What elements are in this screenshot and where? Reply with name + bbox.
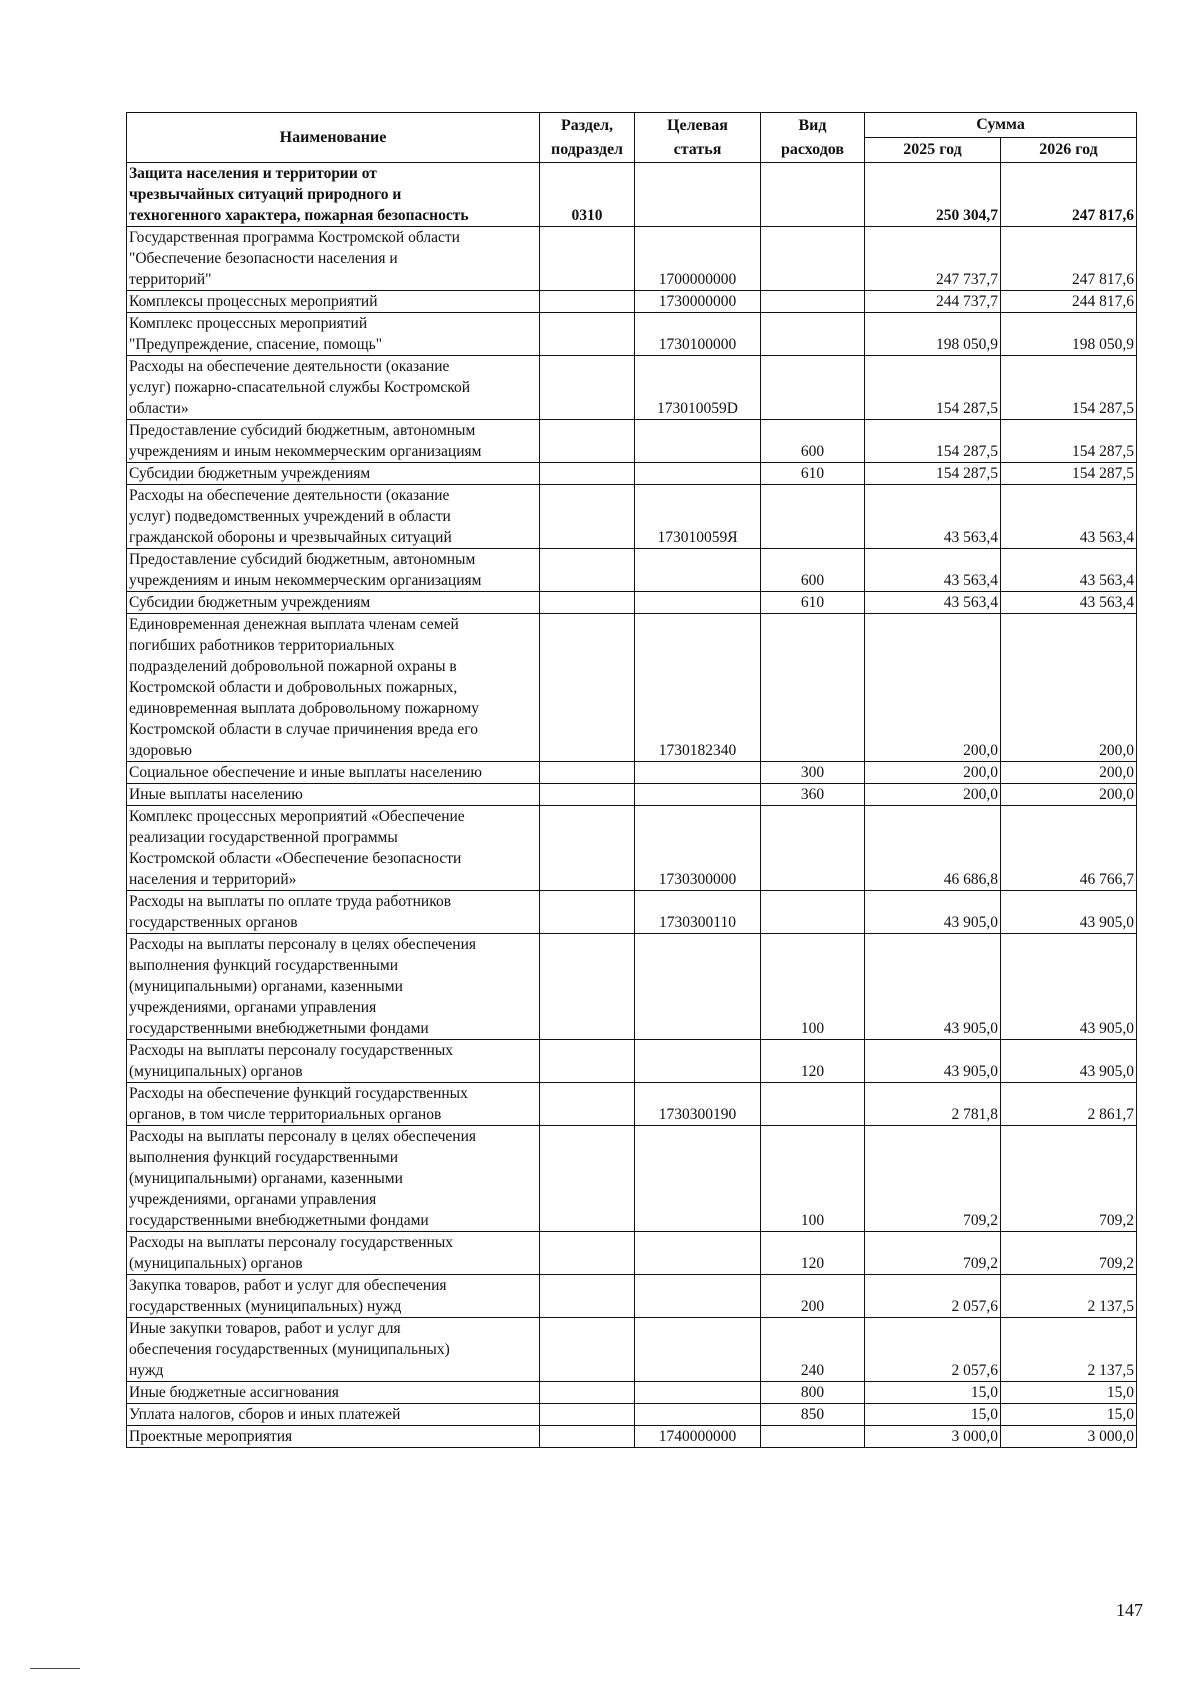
table-row: [127, 1275, 1137, 1318]
cell-sum-2025: 709,2: [865, 1126, 1001, 1232]
cell-name-line: Костромской области «Обеспечение безопасности: [129, 850, 462, 867]
cell-sum-2025: 43 563,4: [865, 592, 1001, 614]
cell-name-line: Расходы на выплаты персоналу в целях обеспечения: [129, 936, 477, 953]
cell-sum-2025: 43 905,0: [865, 891, 1001, 934]
cell-target: [635, 1404, 761, 1426]
cell-name-line: единовременная выплата добровольному пожарному: [129, 700, 480, 717]
header-sum: Сумма: [865, 113, 1137, 138]
cell-name-line: реализации государственной программы: [129, 829, 398, 846]
cell-sum-2026: 709,2: [1001, 1126, 1137, 1232]
cell-sum-2026: 200,0: [1001, 614, 1137, 762]
cell-sum-2026: 2 137,5: [1001, 1275, 1137, 1318]
cell-name-line: Субсидии бюджетным учреждениям: [129, 465, 371, 482]
cell-sum-2026: 154 287,5: [1001, 420, 1137, 463]
table-row: [127, 1318, 1137, 1382]
cell-sum-2026: 15,0: [1001, 1382, 1137, 1404]
cell-target: [635, 1382, 761, 1404]
cell-sum-2026: 3 000,0: [1001, 1426, 1137, 1448]
cell-sum-2026: 15,0: [1001, 1404, 1137, 1426]
cell-name-line: (муниципальных) органов: [129, 1063, 303, 1080]
cell-razdel: [540, 891, 635, 934]
cell-name-line: Комплекс процессных мероприятий: [129, 315, 368, 332]
cell-name-line: учреждениям и иным некоммерческим организациям: [129, 572, 482, 589]
cell-name-line: погибших работников территориальных: [129, 637, 395, 654]
cell-vid: [761, 313, 865, 356]
cell-name-line: Закупка товаров, работ и услуг для обеспечения: [129, 1277, 447, 1294]
cell-razdel: [540, 485, 635, 549]
cell-name: [127, 1404, 540, 1426]
cell-name-line: государственных органов: [129, 914, 298, 931]
cell-name: [127, 356, 540, 420]
cell-razdel: [540, 1083, 635, 1126]
cell-sum-2026: 247 817,6: [1001, 163, 1137, 227]
cell-name-line: Иные выплаты населению: [129, 786, 303, 803]
cell-target: [635, 592, 761, 614]
table-row: [127, 1382, 1137, 1404]
cell-name-line: государственными внебюджетными фондами: [129, 1020, 429, 1037]
cell-sum-2025: 250 304,7: [865, 163, 1001, 227]
cell-sum-2026: 709,2: [1001, 1232, 1137, 1275]
cell-target: 1730182340: [635, 614, 761, 762]
cell-name-line: Расходы на выплаты персоналу государственных: [129, 1042, 453, 1059]
cell-razdel: [540, 1275, 635, 1318]
cell-vid: 100: [761, 934, 865, 1040]
cell-target: [635, 934, 761, 1040]
cell-name-line: обеспечения государственных (муниципальных): [129, 1341, 450, 1358]
cell-target: 1730300000: [635, 806, 761, 891]
cell-name-line: Социальное обеспечение и иные выплаты населению: [129, 764, 483, 781]
cell-target: 173010059Я: [635, 485, 761, 549]
cell-sum-2026: 43 905,0: [1001, 891, 1137, 934]
cell-razdel: [540, 291, 635, 313]
cell-name-line: Иные закупки товаров, работ и услуг для: [129, 1320, 401, 1337]
cell-name: [127, 592, 540, 614]
header-year-2025: 2025 год: [865, 138, 1001, 163]
cell-vid: [761, 356, 865, 420]
cell-name-line: (муниципальными) органами, казенными: [129, 978, 403, 995]
cell-name-line: Расходы на выплаты по оплате труда работников: [129, 893, 452, 910]
cell-name: [127, 163, 540, 227]
table-row: [127, 891, 1137, 934]
cell-name-line: учреждениями, органами управления: [129, 999, 377, 1016]
cell-razdel: [540, 592, 635, 614]
table-row: [127, 1126, 1137, 1232]
table-row: [127, 485, 1137, 549]
cell-name: [127, 784, 540, 806]
header-vid: Вид расходов: [761, 113, 865, 163]
cell-target: [635, 1318, 761, 1382]
cell-razdel: [540, 1040, 635, 1083]
cell-name: [127, 806, 540, 891]
cell-vid: 200: [761, 1275, 865, 1318]
cell-name: [127, 1083, 540, 1126]
cell-razdel: 0310: [540, 163, 635, 227]
cell-razdel: [540, 356, 635, 420]
cell-vid: [761, 163, 865, 227]
cell-sum-2026: 154 287,5: [1001, 463, 1137, 485]
cell-name: [127, 614, 540, 762]
cell-name-line: учреждениям и иным некоммерческим организациям: [129, 443, 482, 460]
table-row: [127, 463, 1137, 485]
cell-vid: 610: [761, 463, 865, 485]
cell-name-line: Расходы на обеспечение деятельности (оказание: [129, 487, 450, 504]
table-row: [127, 356, 1137, 420]
cell-vid: [761, 806, 865, 891]
cell-sum-2025: 154 287,5: [865, 463, 1001, 485]
cell-name: [127, 227, 540, 291]
cell-razdel: [540, 463, 635, 485]
cell-name-line: органов, в том числе территориальных органов: [129, 1106, 442, 1123]
cell-name-line: "Предупреждение, спасение, помощь": [129, 336, 383, 353]
cell-target: [635, 420, 761, 463]
cell-razdel: [540, 934, 635, 1040]
header-year-2026: 2026 год: [1001, 138, 1137, 163]
cell-razdel: [540, 1126, 635, 1232]
cell-target: 1700000000: [635, 227, 761, 291]
cell-target: 1730300110: [635, 891, 761, 934]
cell-vid: [761, 614, 865, 762]
cell-sum-2025: 46 686,8: [865, 806, 1001, 891]
cell-name: [127, 420, 540, 463]
cell-sum-2026: 2 861,7: [1001, 1083, 1137, 1126]
cell-name-line: населения и территорий»: [129, 871, 297, 888]
cell-name: [127, 485, 540, 549]
cell-vid: 600: [761, 420, 865, 463]
cell-razdel: [540, 806, 635, 891]
cell-name-line: подразделений добровольной пожарной охраны в: [129, 658, 457, 675]
cell-sum-2025: 43 563,4: [865, 485, 1001, 549]
cell-name: [127, 1232, 540, 1275]
table-row: [127, 549, 1137, 592]
cell-name-line: здоровью: [129, 742, 192, 759]
cell-razdel: [540, 1426, 635, 1448]
table-header: [127, 113, 1137, 163]
cell-name-line: Государственная программа Костромской области: [129, 229, 460, 246]
cell-razdel: [540, 1382, 635, 1404]
cell-sum-2026: 244 817,6: [1001, 291, 1137, 313]
cell-razdel: [540, 784, 635, 806]
cell-razdel: [540, 1404, 635, 1426]
cell-name-line: выполнения функций государственными: [129, 1149, 399, 1166]
cell-name-line: (муниципальными) органами, казенными: [129, 1170, 403, 1187]
cell-name: [127, 1426, 540, 1448]
cell-sum-2025: 2 781,8: [865, 1083, 1001, 1126]
cell-vid: 100: [761, 1126, 865, 1232]
cell-sum-2025: 15,0: [865, 1404, 1001, 1426]
cell-sum-2026: 43 563,4: [1001, 592, 1137, 614]
cell-razdel: [540, 614, 635, 762]
cell-sum-2026: 2 137,5: [1001, 1318, 1137, 1382]
cell-sum-2026: 200,0: [1001, 784, 1137, 806]
cell-sum-2026: 43 905,0: [1001, 934, 1137, 1040]
header-name: Наименование: [127, 113, 540, 163]
cell-sum-2025: 198 050,9: [865, 313, 1001, 356]
cell-name-line: государственных (муниципальных) нужд: [129, 1298, 402, 1315]
cell-sum-2026: 46 766,7: [1001, 806, 1137, 891]
header-target: Целевая статья: [635, 113, 761, 163]
header-razdel: Раздел, подраздел: [540, 113, 635, 163]
cell-target: 1730300190: [635, 1083, 761, 1126]
cell-vid: [761, 1083, 865, 1126]
cell-sum-2026: 247 817,6: [1001, 227, 1137, 291]
cell-vid: [761, 485, 865, 549]
page-number: 147: [1116, 1600, 1143, 1620]
cell-name-line: нужд: [129, 1362, 164, 1379]
cell-name: [127, 1040, 540, 1083]
cell-sum-2025: 154 287,5: [865, 420, 1001, 463]
cell-name-line: Расходы на выплаты персоналу в целях обеспечения: [129, 1128, 477, 1145]
table-row: [127, 291, 1137, 313]
cell-sum-2026: 154 287,5: [1001, 356, 1137, 420]
cell-name-line: (муниципальных) органов: [129, 1255, 303, 1272]
cell-sum-2026: 198 050,9: [1001, 313, 1137, 356]
cell-vid: 800: [761, 1382, 865, 1404]
cell-name-line: техногенного характера, пожарная безопасность: [129, 207, 469, 224]
cell-target: [635, 163, 761, 227]
cell-vid: 300: [761, 762, 865, 784]
table-row: [127, 592, 1137, 614]
cell-sum-2025: 154 287,5: [865, 356, 1001, 420]
cell-sum-2025: 2 057,6: [865, 1318, 1001, 1382]
cell-target: [635, 1275, 761, 1318]
cell-target: [635, 784, 761, 806]
cell-name-line: чрезвычайных ситуаций природного и: [129, 186, 402, 203]
cell-name: [127, 1275, 540, 1318]
cell-name-line: услуг) подведомственных учреждений в области: [129, 508, 451, 525]
cell-name-line: Субсидии бюджетным учреждениям: [129, 594, 371, 611]
cell-sum-2025: 200,0: [865, 762, 1001, 784]
cell-name: [127, 1318, 540, 1382]
cell-name-line: Защита населения и территории от: [129, 165, 377, 182]
cell-name-line: Костромской области в случае причинения вреда его: [129, 721, 478, 738]
cell-target: [635, 1126, 761, 1232]
cell-target: 1740000000: [635, 1426, 761, 1448]
cell-name-line: учреждениями, органами управления: [129, 1191, 377, 1208]
cell-vid: 850: [761, 1404, 865, 1426]
cell-vid: 610: [761, 592, 865, 614]
cell-name-line: государственными внебюджетными фондами: [129, 1212, 429, 1229]
cell-sum-2025: 709,2: [865, 1232, 1001, 1275]
cell-name-line: Иные бюджетные ассигнования: [129, 1384, 339, 1401]
cell-sum-2026: 43 563,4: [1001, 485, 1137, 549]
cell-name: [127, 1126, 540, 1232]
cell-name: [127, 313, 540, 356]
cell-name-line: Расходы на обеспечение деятельности (оказание: [129, 358, 450, 375]
cell-name: [127, 549, 540, 592]
cell-name-line: Уплата налогов, сборов и иных платежей: [129, 1406, 401, 1423]
cell-name-line: выполнения функций государственными: [129, 957, 399, 974]
cell-vid: 120: [761, 1232, 865, 1275]
cell-sum-2026: 200,0: [1001, 762, 1137, 784]
cell-vid: [761, 891, 865, 934]
table-row: [127, 420, 1137, 463]
cell-vid: [761, 1426, 865, 1448]
cell-target: 1730000000: [635, 291, 761, 313]
table-row: [127, 806, 1137, 891]
cell-name-line: области»: [129, 400, 189, 417]
table-row: [127, 313, 1137, 356]
cell-target: [635, 463, 761, 485]
cell-sum-2025: 15,0: [865, 1382, 1001, 1404]
cell-razdel: [540, 1232, 635, 1275]
cell-name-line: гражданской обороны и чрезвычайных ситуаций: [129, 529, 452, 546]
cell-vid: [761, 291, 865, 313]
cell-razdel: [540, 762, 635, 784]
cell-target: 173010059D: [635, 356, 761, 420]
cell-name-line: Комплекс процессных мероприятий «Обеспечение: [129, 808, 465, 825]
cell-name-line: Расходы на обеспечение функций государственных: [129, 1085, 468, 1102]
table-row: [127, 1083, 1137, 1126]
table-row: [127, 1040, 1137, 1083]
cell-sum-2025: 200,0: [865, 614, 1001, 762]
cell-vid: [761, 227, 865, 291]
cell-name: [127, 463, 540, 485]
table-row: [127, 163, 1137, 227]
cell-name: [127, 1382, 540, 1404]
cell-name-line: Единовременная денежная выплата членам семей: [129, 616, 459, 633]
table-row: [127, 784, 1137, 806]
cell-name-line: услуг) пожарно-спасательной службы Костромской: [129, 379, 471, 396]
cell-sum-2025: 43 905,0: [865, 934, 1001, 1040]
cell-name-line: "Обеспечение безопасности населения и: [129, 250, 398, 267]
table-row: [127, 1426, 1137, 1448]
cell-sum-2025: 43 563,4: [865, 549, 1001, 592]
cell-name-line: Проектные мероприятия: [129, 1428, 293, 1445]
cell-name-line: Комплексы процессных мероприятий: [129, 293, 378, 310]
cell-razdel: [540, 549, 635, 592]
cell-razdel: [540, 227, 635, 291]
table-body: [127, 163, 1137, 1448]
cell-vid: 120: [761, 1040, 865, 1083]
cell-sum-2025: 43 905,0: [865, 1040, 1001, 1083]
cell-name-line: Костромской области и добровольных пожарных,: [129, 679, 458, 696]
table-row: [127, 1404, 1137, 1426]
cell-target: 1730100000: [635, 313, 761, 356]
cell-target: [635, 1040, 761, 1083]
cell-name-line: территорий": [129, 271, 212, 288]
cell-target: [635, 1232, 761, 1275]
table-row: [127, 227, 1137, 291]
cell-vid: 360: [761, 784, 865, 806]
cell-vid: 240: [761, 1318, 865, 1382]
cell-name: [127, 291, 540, 313]
cell-sum-2025: 200,0: [865, 784, 1001, 806]
cell-name: [127, 934, 540, 1040]
cell-sum-2025: 244 737,7: [865, 291, 1001, 313]
cell-razdel: [540, 420, 635, 463]
cell-name-line: Предоставление субсидий бюджетным, автономным: [129, 422, 476, 439]
cell-sum-2026: 43 905,0: [1001, 1040, 1137, 1083]
cell-name: [127, 891, 540, 934]
cell-name: [127, 762, 540, 784]
cell-sum-2026: 43 563,4: [1001, 549, 1137, 592]
cell-sum-2025: 2 057,6: [865, 1275, 1001, 1318]
cell-vid: 600: [761, 549, 865, 592]
cell-razdel: [540, 313, 635, 356]
cell-name-line: Предоставление субсидий бюджетным, автономным: [129, 551, 476, 568]
table-row: [127, 762, 1137, 784]
cell-name-line: Расходы на выплаты персоналу государственных: [129, 1234, 453, 1251]
cell-sum-2025: 247 737,7: [865, 227, 1001, 291]
cell-sum-2025: 3 000,0: [865, 1426, 1001, 1448]
corner-mark: [30, 1668, 80, 1669]
table-row: [127, 934, 1137, 1040]
table-row: [127, 614, 1137, 762]
cell-target: [635, 762, 761, 784]
cell-razdel: [540, 1318, 635, 1382]
cell-target: [635, 549, 761, 592]
budget-table: [126, 112, 1137, 1448]
table-row: [127, 1232, 1137, 1275]
